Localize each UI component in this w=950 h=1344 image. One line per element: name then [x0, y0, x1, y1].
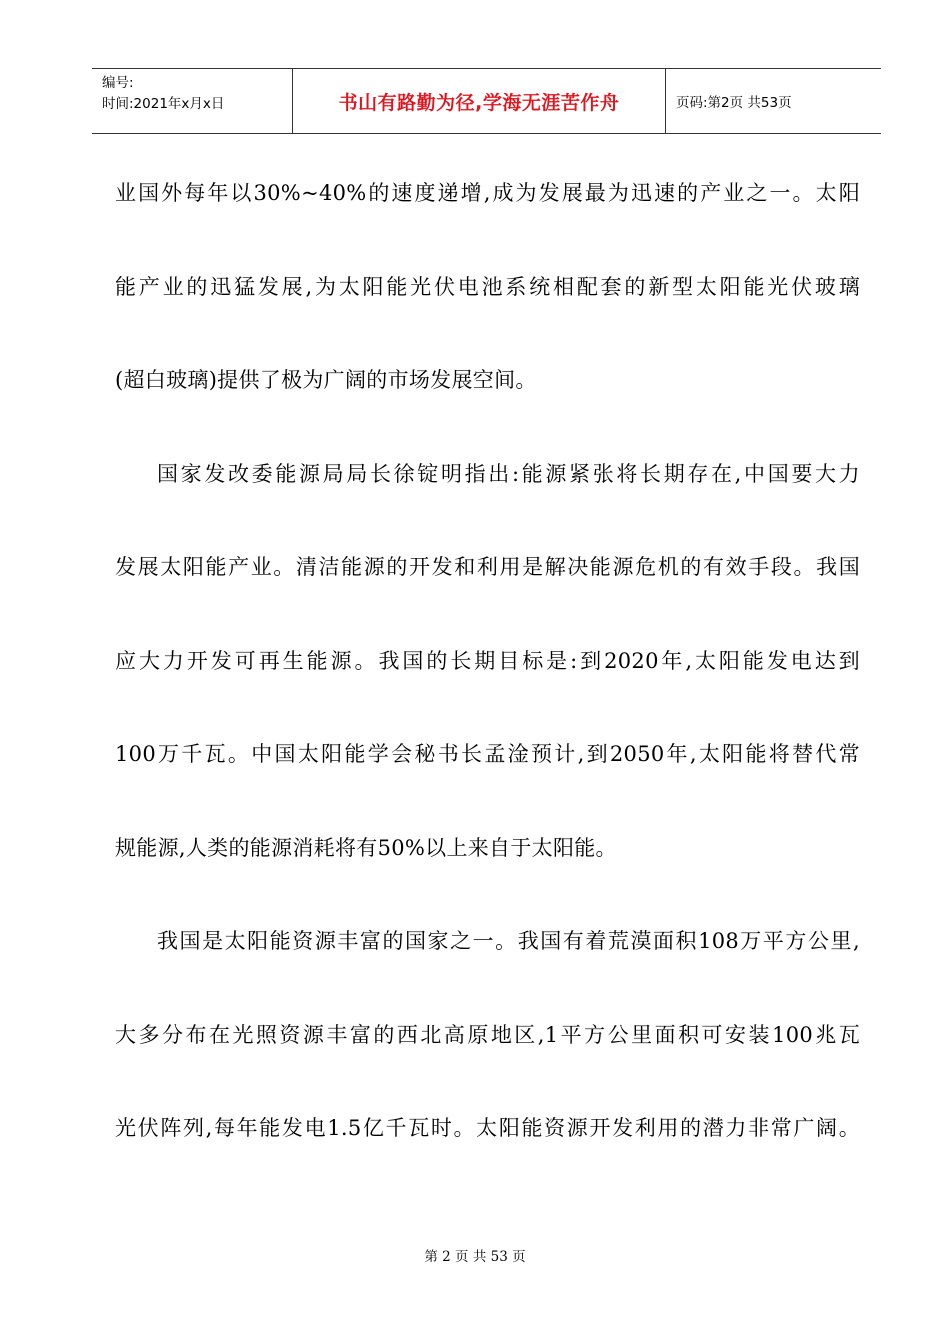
text-line: 100万千瓦。中国太阳能学会秘书长孟淦预计,到2050年,太阳能将替代常: [115, 742, 860, 766]
header-meta: [92, 69, 293, 133]
document-number-label: 编号:: [102, 75, 134, 91]
text-line: 我国是太阳能资源丰富的国家之一。我国有着荒漠面积108万平方公里,: [157, 929, 860, 953]
text-line: 能产业的迅猛发展,为太阳能光伏电池系统相配套的新型太阳能光伏玻璃: [115, 274, 860, 299]
text-line: 发展太阳能产业。清洁能源的开发和利用是解决能源危机的有效手段。我国: [115, 555, 860, 579]
text-line: 应大力开发可再生能源。我国的长期目标是:到2020年,太阳能发电达到: [115, 648, 860, 673]
text-line: 国家发改委能源局局长徐锭明指出:能源紧张将长期存在,中国要大力: [157, 461, 860, 486]
header-motto: 书山有路勤为径,学海无涯苦作舟: [293, 69, 666, 133]
text-line: 业国外每年以30%~40%的速度递增,成为发展最为迅速的产业之一。太阳: [115, 181, 860, 205]
text-line: 光伏阵列,每年能发电1.5亿千瓦时。太阳能资源开发利用的潜力非常广阔。: [115, 1116, 860, 1140]
text-line: 大多分布在光照资源丰富的西北高原地区,1平方公里面积可安装100兆瓦: [115, 1022, 860, 1047]
document-time-label: 时间:2021年x月x日: [102, 96, 225, 112]
document-body: [115, 165, 860, 1194]
page-footer: 第 2 页 共 53 页: [424, 1249, 526, 1265]
page-header: [92, 68, 881, 134]
header-page-number: 页码:第2页 共53页: [676, 95, 792, 111]
text-line: (超白玻璃)提供了极为广阔的市场发展空间。: [115, 368, 537, 392]
text-line: 规能源,人类的能源消耗将有50%以上来自于太阳能。: [115, 835, 617, 860]
